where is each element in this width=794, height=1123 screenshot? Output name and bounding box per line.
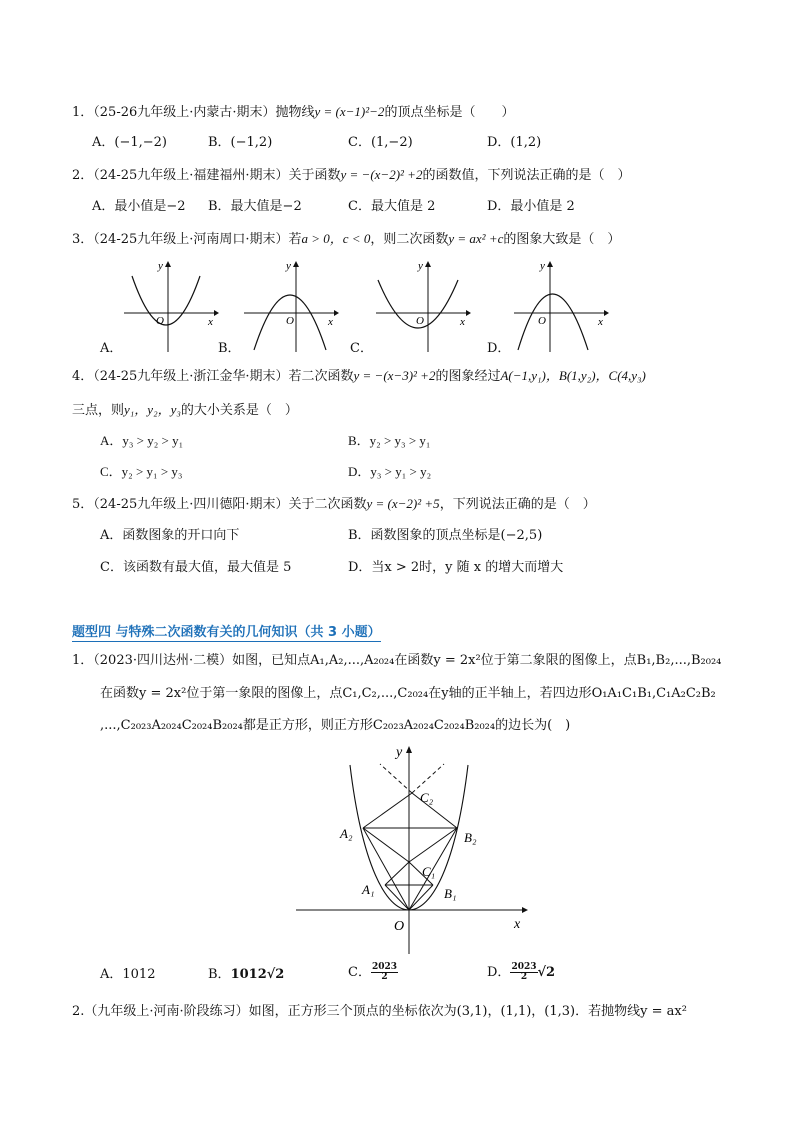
q3-option-b[interactable]: B． [218, 341, 241, 356]
q3d-y-label: y [540, 260, 545, 272]
q4-stem-text: 4．（24-25九年级上·浙江金华·期末）若二次函数 [72, 369, 354, 384]
q3-stem [72, 230, 620, 249]
q5-stem-end: ，下列说法正确的是（ ） [439, 497, 596, 512]
q4-formula: y = −(x−3)² +2 [353, 368, 436, 383]
q1-option-c[interactable]: C．(1,−2) [348, 135, 413, 150]
q3-stem-end: 的图象大致是（ ） [503, 232, 621, 247]
fig-y-label: y [396, 745, 403, 760]
q2-formula: y = −(x−2)² +2 [340, 167, 423, 182]
q3a-y-label: y [158, 260, 163, 272]
s2q1-option-b[interactable] [208, 966, 284, 984]
s2q1-option-c-fraction [371, 963, 398, 982]
q1-option-b[interactable]: B．(−1,2) [208, 135, 273, 150]
q4-points: A(−1,y₁)，B(1,y₂)，C(4,y₃) [500, 368, 646, 383]
fig-b2: B₂ [464, 830, 477, 845]
fig-c1: C₁ [422, 864, 436, 879]
q4-option-b[interactable]: B．y₂ > y₃ > y₁ [348, 433, 431, 448]
s2q1-option-d-num: 2023 [511, 962, 537, 972]
q3-stem-text: 3．（24-25九年级上·河南周口·期末）若 [72, 232, 302, 247]
q5-option-d[interactable]: D．当x > 2时，y 随 x 的增大而增大 [348, 560, 564, 575]
fig-b1: B₁ [444, 886, 457, 901]
q1-option-d[interactable]: D．(1,2) [487, 135, 542, 150]
q5-stem [72, 495, 596, 514]
fig-a2: A₂ [340, 826, 353, 841]
s2q1-line3: ,...,C₂₀₂₃A₂₀₂₄C₂₀₂₄B₂₀₂₄都是正方形，则正方形C₂₀₂₃A₂₀₂₄C₂₀₂₄B₂₀₂₄的边长为( ) [100, 718, 571, 733]
s2q1-option-d-fraction [510, 963, 537, 982]
q5-formula: y = (x−2)² +5 [366, 496, 440, 511]
q1-stem [72, 103, 514, 122]
q3b-origin: O [286, 315, 294, 327]
q3b-x-label: x [328, 316, 333, 328]
q4-stem-cont [72, 401, 298, 420]
q4-stem-text2: 三点，则 [72, 403, 125, 418]
s2q1-figure [290, 740, 540, 958]
q3-graph-d [508, 256, 610, 354]
q3-option-c[interactable]: C． [350, 341, 373, 356]
q1-option-a[interactable]: A．(−1,−2) [92, 135, 167, 150]
q4-option-c[interactable]: C．y₂ > y₁ > y₃ [100, 464, 183, 479]
fig-x-label: x [514, 917, 521, 932]
q4-stem-end: 的大小关系是（ ） [180, 403, 298, 418]
s2q1-option-b-value: 1012√2 [230, 967, 285, 982]
s2q1-line2: 在函数y = 2x²位于第一象限的图像上，点C₁,C₂,...,C₂₀₂₄在y轴的正半轴上，若四边形O₁A₁C₁B₁,C₁A₂C₂B₂ [100, 686, 716, 701]
q3c-y-label: y [418, 260, 423, 272]
s2q1-option-d-den: 2 [520, 972, 528, 982]
q2-option-d[interactable]: D．最小值是 2 [487, 199, 575, 214]
fig-origin: O [394, 919, 405, 934]
q3c-origin: O [416, 315, 424, 327]
s2q1-option-c-den: 2 [381, 972, 388, 982]
fig-a1: A₁ [362, 882, 375, 897]
q2-stem-text: 2．（24-25九年级上·福建福州·期末）关于函数 [72, 168, 341, 183]
s2q2-line1: 2.（九年级上·河南·阶段练习）如图，正方形三个顶点的坐标依次为(3,1)，(1,1)，(1,3)．若抛物线y = ax² [72, 1004, 687, 1019]
q3-condition: a > 0，c < 0 [301, 231, 371, 246]
s2q1-option-b-label: B． [208, 967, 231, 982]
q1-stem-end: 的顶点坐标是（ ） [384, 105, 515, 120]
q3-graph-a [118, 256, 220, 354]
q3-formula: y = ax² +c [448, 231, 504, 246]
q4-stem [72, 367, 646, 386]
q3-graph-b [238, 256, 340, 354]
q4-stem-mid: 的图象经过 [435, 369, 501, 384]
q3-option-d[interactable]: D． [487, 341, 511, 356]
q3d-origin: O [538, 315, 546, 327]
s2q1-option-a[interactable]: A．1012 [100, 967, 156, 982]
q2-stem [72, 166, 630, 185]
q3a-origin: O [156, 315, 164, 327]
s2q1-option-c[interactable] [348, 960, 398, 986]
q2-option-b[interactable]: B．最大值是−2 [208, 199, 302, 214]
fig-c2: C₂ [420, 790, 434, 805]
q1-stem-text: 1．（25-26九年级上·内蒙古·期末）抛物线 [72, 105, 315, 120]
s2q1-option-c-num: 2023 [371, 962, 398, 972]
q5-option-b[interactable]: B．函数图象的顶点坐标是(−2,5) [348, 528, 543, 543]
q5-option-c[interactable]: C．该函数有最大值，最大值是 5 [100, 560, 292, 575]
s2q1-option-d-label: D． [487, 965, 511, 980]
q1-formula: y = (x−1)²−2 [314, 104, 385, 119]
q3c-x-label: x [460, 316, 465, 328]
s2q1-option-d-sqrt: √2 [537, 965, 556, 980]
q4-option-a[interactable]: A．y₃ > y₂ > y₁ [100, 433, 184, 448]
q3b-y-label: y [286, 260, 291, 272]
q2-option-c[interactable]: C．最大值是 2 [348, 199, 436, 214]
q3-option-a[interactable]: A． [100, 341, 123, 356]
q3-graph-c [370, 256, 472, 354]
q5-option-a[interactable]: A．函数图象的开口向下 [100, 528, 240, 543]
s2q1-line1: 1．（2023·四川达州·二模）如图，已知点A₁,A₂,...,A₂₀₂₄在函数y = 2x²位于第二象限的图像上，点B₁,B₂,...,B₂₀₂₄ [72, 653, 722, 668]
q3a-x-label: x [208, 316, 213, 328]
q3d-x-label: x [598, 316, 603, 328]
q4-vars: y₁，y₂，y₃ [124, 402, 181, 417]
q4-option-d[interactable]: D．y₃ > y₁ > y₂ [348, 464, 432, 479]
q2-stem-end: 的函数值，下列说法正确的是（ ） [422, 168, 631, 183]
q2-option-a[interactable]: A．最小值是−2 [92, 199, 186, 214]
section-heading: 题型四 与特殊二次函数有关的几何知识（共 3 小题） [72, 621, 381, 642]
q5-stem-text: 5．（24-25九年级上·四川德阳·期末）关于二次函数 [72, 497, 367, 512]
s2q1-option-c-label: C． [348, 965, 371, 980]
s2q1-option-d[interactable] [487, 960, 555, 986]
q3-stem-mid: ，则二次函数 [370, 232, 449, 247]
